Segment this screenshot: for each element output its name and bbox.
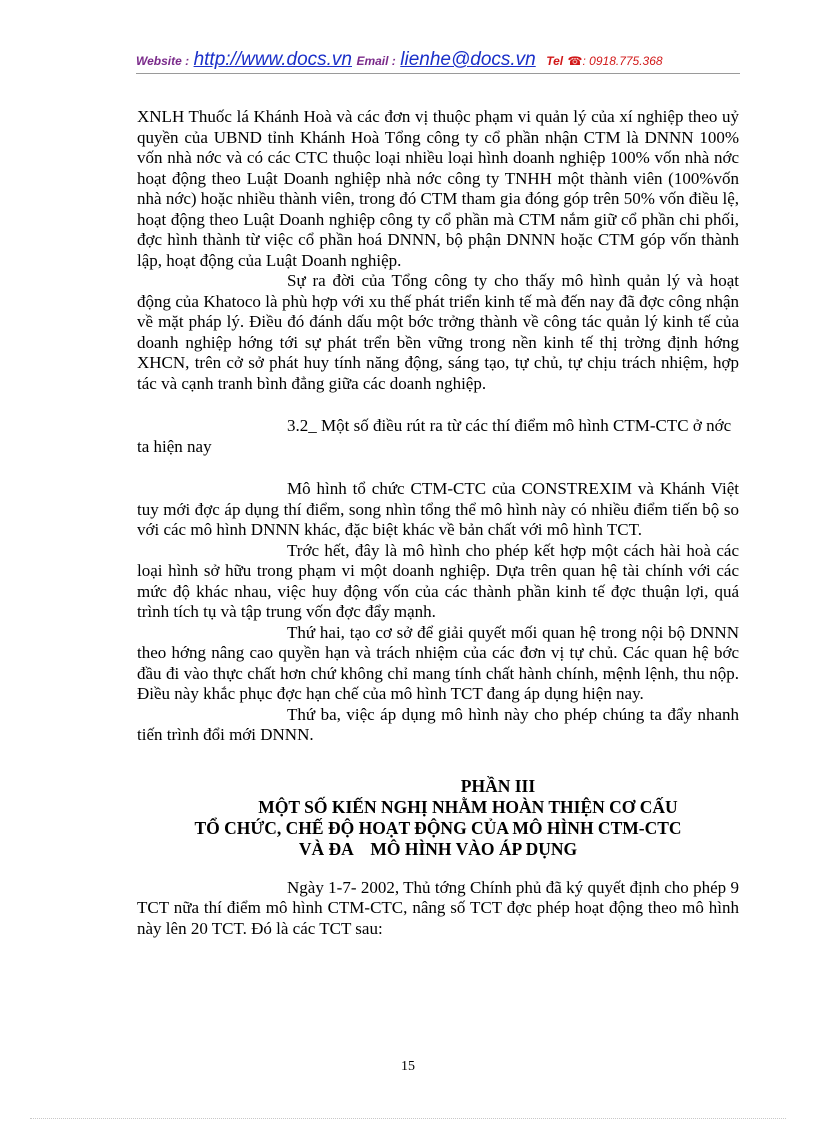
part-subtitle-line-2: TỔ CHỨC, CHẾ ĐỘ HOẠT ĐỘNG CỦA MÔ HÌNH CTM-CTC — [194, 817, 682, 838]
paragraph: Thứ ba, việc áp dụng mô hình này cho phép chúng ta đẩy nhanh tiến trình đổi mới DNNN. — [137, 704, 739, 744]
phone-icon: ☎ — [567, 54, 583, 68]
footer-divider — [30, 1118, 786, 1119]
document-body — [137, 107, 739, 939]
email-label: Email : — [356, 54, 396, 68]
part-heading — [137, 776, 739, 860]
website-link[interactable]: http://www.docs.vn — [193, 49, 352, 70]
paragraph: XNLH Thuốc lá Khánh Hoà và các đơn vị thuộc phạm vi quản lý của xí nghiệp theo uỷ quyền của UBND tỉnh Khánh Hoà Tổng công ty cổ phần nhận CTM là DNNN 100% vốn nhà nớc và có các CTC thuộc loại nhiều loại hình doanh nghiệp 100% vốn nhà nớc hoạt động theo Luật Doanh nghiệp nhà nớc công ty TNHH một thành viên (100%vốn nhà nớc) hoặc nhiều thành viên, trong đó CTM tham gia đóng góp trên 50% vốn điều lệ, hoạt động theo Luật Doanh nghiệp công ty cổ phần mà CTM nắm giữ cổ phần chi phối, đợc hình thành từ việc cổ phần hoá DNNN, bộ phận DNNN hoặc CTM góp vốn thành lập, hoạt động của Luật Doanh nghiệp. — [137, 107, 739, 270]
section-title: 3.2_ Một số điều rút ra từ các thí điểm mô hình CTM-CTC ở nớc ta hiện nay — [137, 416, 732, 456]
page-header — [136, 49, 740, 73]
header-divider — [136, 73, 740, 74]
part-subtitle-line-3: VÀ ĐA MÔ HÌNH VÀO ÁP DỤNG — [298, 838, 578, 859]
page-number: 15 — [401, 1059, 415, 1074]
tel-label: Tel — [546, 54, 564, 68]
part-title: PHẦN III — [460, 775, 536, 796]
website-label: Website : — [136, 54, 190, 68]
paragraph: Sự ra đời của Tổng công ty cho thấy mô hình quản lý và hoạt động của Khatoco là phù hợp với xu thế phát triển kinh tế mà đến nay đã đợc công nhận về mặt pháp lý. Điều đó đánh dấu một bớc trởng thành về công tác quản lý kinh tế của doanh nghiệp hớng tới sự phát trển bền vững trong nền kinh tế thị trờng định hớng XHCN, trên cở sở phát huy tính năng động, sáng tạo, tự chủ, tự chịu trách nhiệm, hợp tác và cạnh tranh bình đẳng giữa các doanh nghiệp. — [137, 271, 739, 393]
part-subtitle-line-1: MỘT SỐ KIẾN NGHỊ NHẰM HOÀN THIỆN CƠ CẤU — [258, 796, 678, 817]
paragraph: Ngày 1-7- 2002, Thủ tớng Chính phủ đã ký quyết định cho phép 9 TCT nữa thí điểm mô hình CTM-CTC, nâng số TCT đợc phép hoạt động theo mô hình này lên 20 TCT. Đó là các TCT sau: — [137, 877, 739, 938]
email-link[interactable]: lienhe@docs.vn — [400, 49, 536, 70]
paragraph: Mô hình tổ chức CTM-CTC của CONSTREXIM và Khánh Việt tuy mới đợc áp dụng thí điểm, song nhìn tổng thể mô hình này có nhiều điểm tiến bộ so với các mô hình DNNN khác, đặc biệt khác về bản chất với mô hình TCT. — [137, 479, 739, 539]
tel-value: : 0918.775.368 — [582, 54, 663, 68]
paragraph: Thứ hai, tạo cơ sở để giải quyết mối quan hệ trong nội bộ DNNN theo hớng nâng cao quyền hạn và trách nhiệm của các đơn vị tự chủ. Các quan hệ bớc đầu đi vào thực chất hơn chứ không chỉ mang tính chất hành chính, mệnh lệnh, thu nộp. Điều này khắc phục đợc hạn chế của mô hình TCT đang áp dụng hiện nay. — [137, 622, 739, 703]
paragraph: Trớc hết, đây là mô hình cho phép kết hợp một cách hài hoà các loại hình sở hữu trong phạm vi một doanh nghiệp. Dựa trên quan hệ tài chính với các mức độ khác nhau, việc huy động vốn của các thành phần kinh tế đợc thuận lợi, quá trình tích tụ và tập trung vốn đợc đẩy mạnh. — [137, 540, 739, 621]
